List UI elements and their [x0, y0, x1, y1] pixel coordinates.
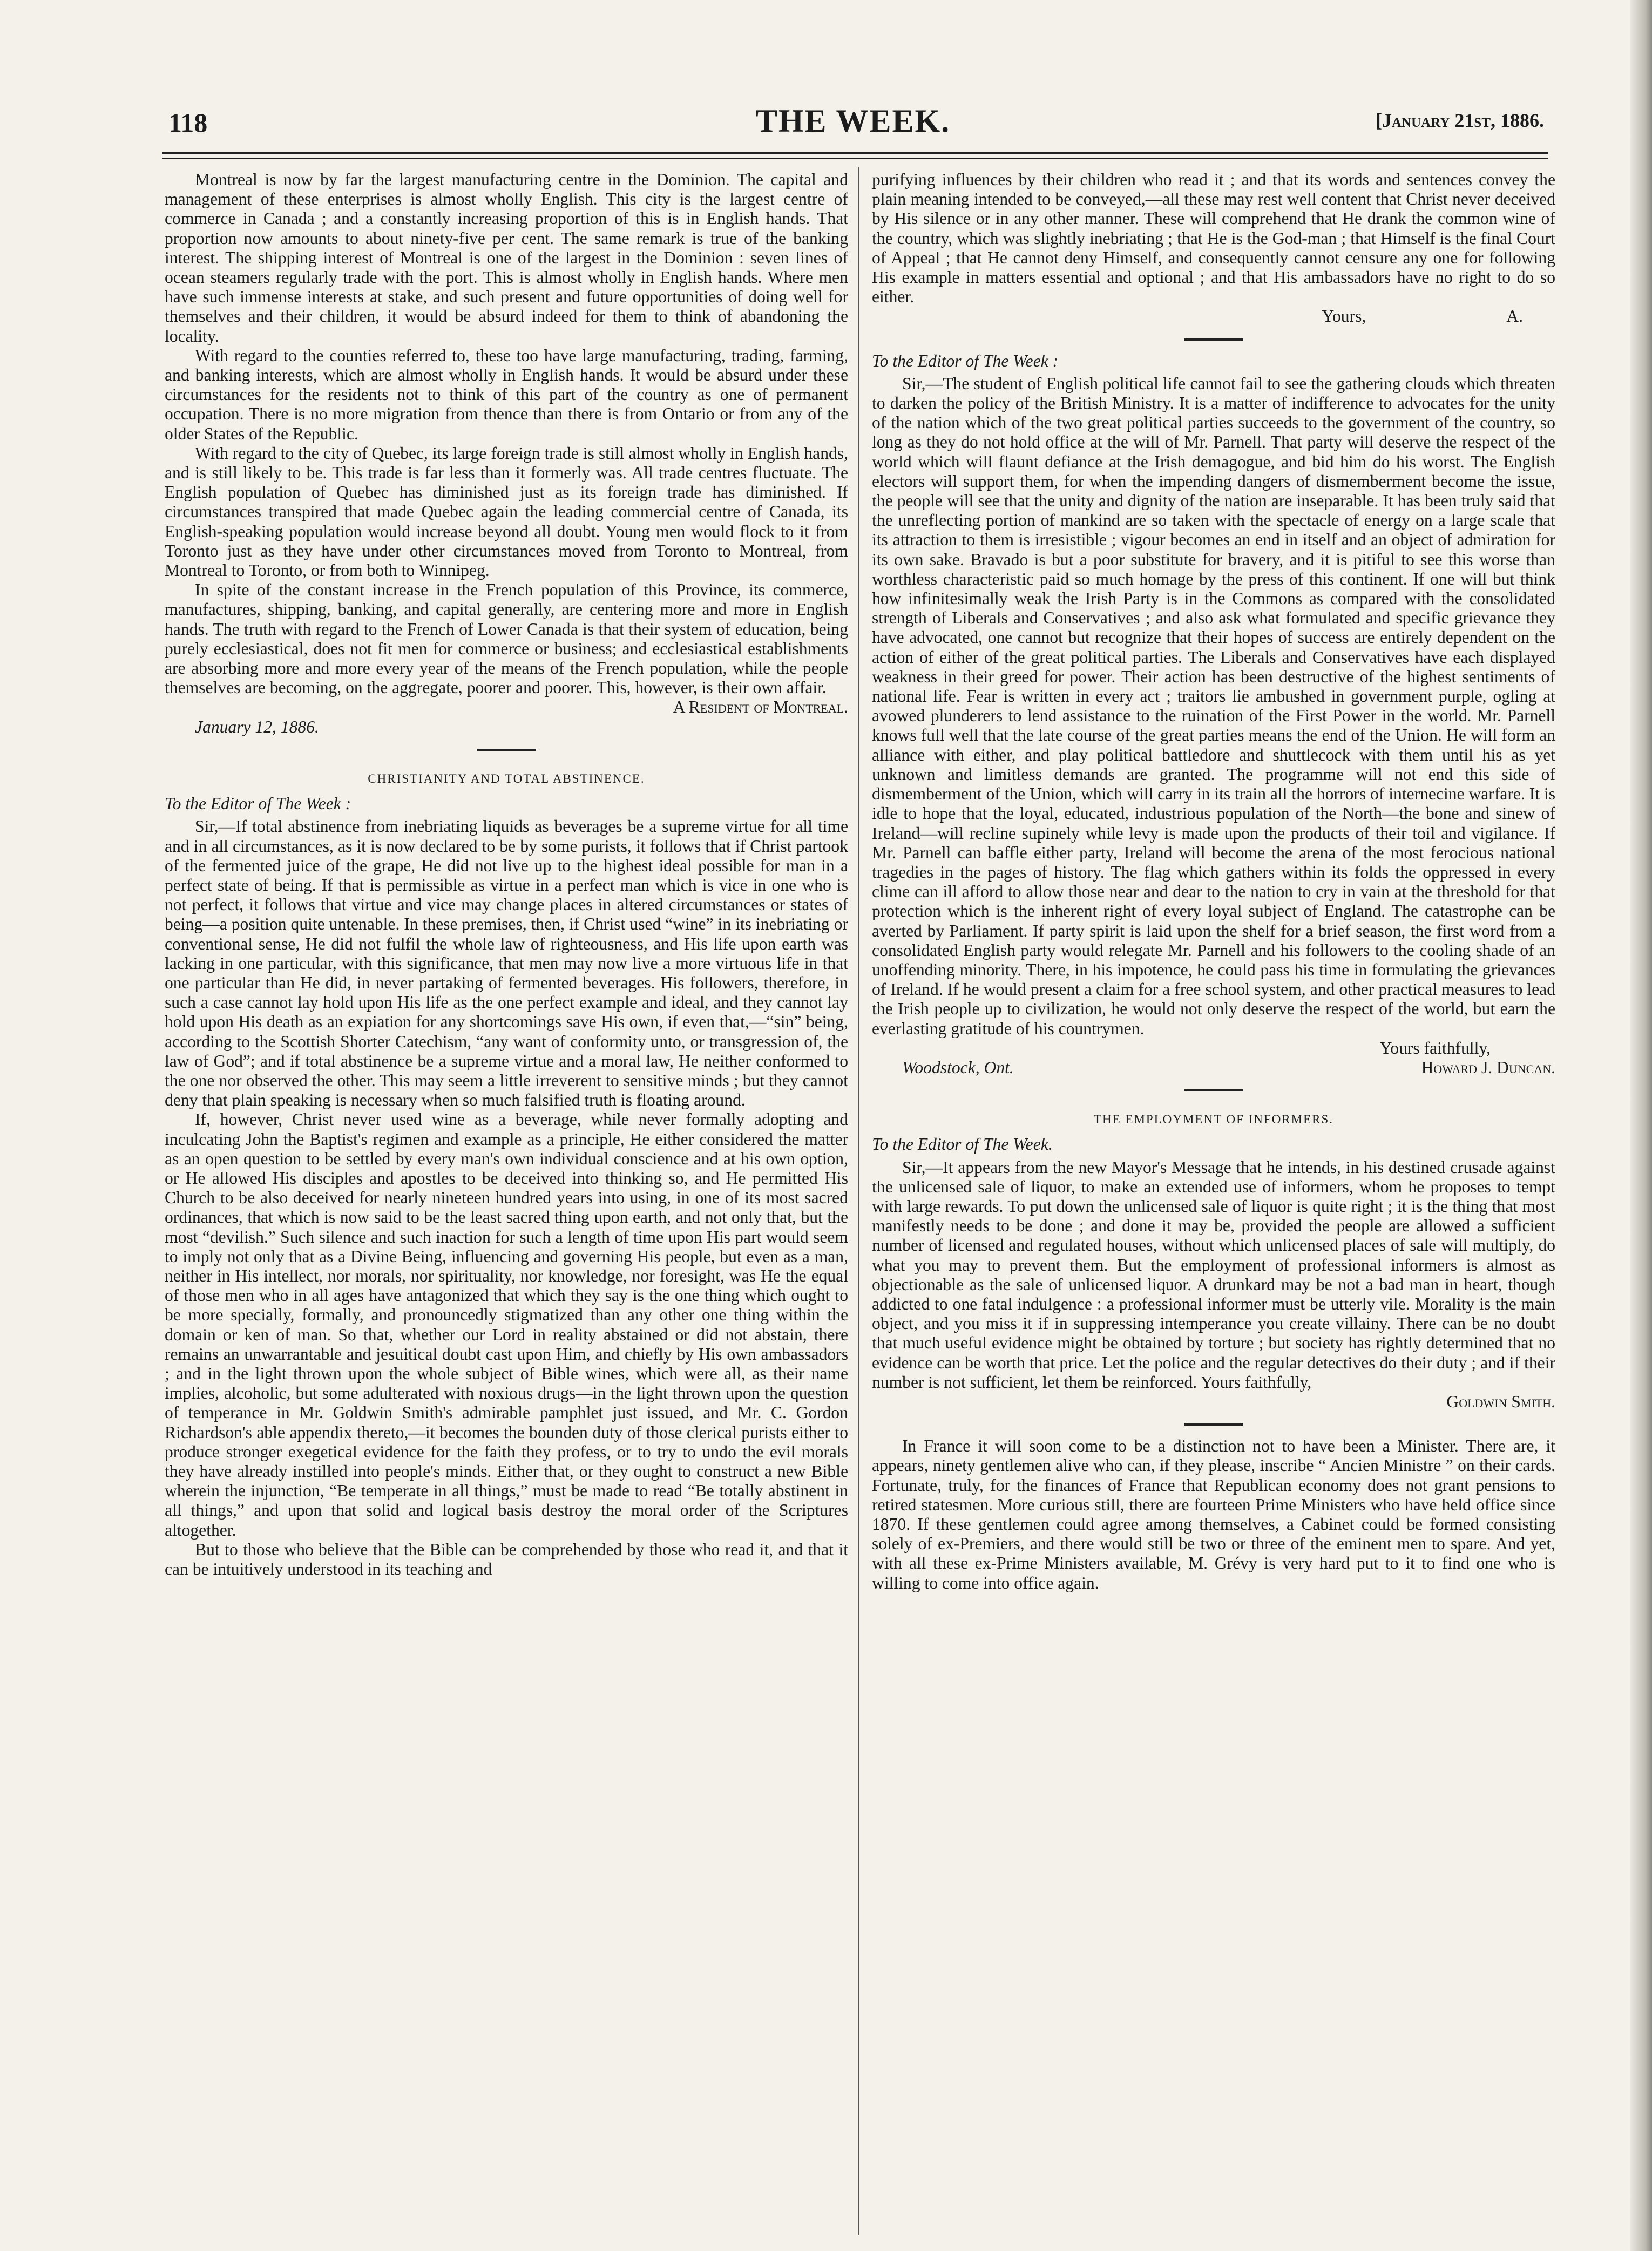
- issue-date: [January 21st, 1886.: [1375, 110, 1544, 131]
- section-rule: [1184, 338, 1243, 341]
- closing: Yours,: [1322, 307, 1366, 326]
- place-line: Woodstock, Ont.: [902, 1057, 1014, 1077]
- right-column: [872, 170, 1555, 1593]
- paragraph: If, however, Christ never used wine as a beverage, while never formally adopting and inculcating John the Baptist's regimen and example as a principle, He either considered the matter as an open question to be settled by every man's own individual conscience and at his own option, or He allowed His disciples and apostles to be deceived into thinking so, and He permitted His Church to be also deceived for nearly nineteen hundred years into using, in one of its most sacred ordinances, that which is now said to be the least sacred thing upon earth, and not only that, but the most “devilish.” Such silence and such inaction for such a length of time upon His part would seem to imply not only that as a Divine Being, influencing and governing His people, but even as a man, neither in His intellect, nor morals, nor spirituality, nor knowledge, nor foresight, was He the equal of those men who in all ages have antagonized that which they say is the one thing which ought to be more specially, formally, and pronouncedly stigmatized than any other one thing within the domain or ken of man. So that, whether our Lord in reality abstained or did not abstain, there remains an unwarrantable and jesuitical doubt cast upon Him, and chiefly by His own ambassadors ; and in the light thrown upon the whole subject of Bible wines, which were all, as their name implies, alcoholic, but some adulterated with noxious drugs—in the light thrown upon the question of temperance in Mr. Goldwin Smith's admirable pamphlet just issued, and Mr. C. Gordon Richardson's able appendix thereto,—it becomes the bounden duty of those clerical purists either to produce stronger exegetical evidence for the faith they profess, or to try to undo the evil morals they have already instilled into people's minds. Either that, or they ought to construct a new Bible wherein the injunction, “Be temperate in all things,” must be made to read “Be totally abstinent in all things,” and upon that solid and logical basis destroy the moral order of the Scriptures altogether.: [165, 1110, 848, 1540]
- column-divider: [858, 167, 861, 2235]
- letter-date: January 12, 1886.: [195, 717, 319, 736]
- header-rule-bottom: [162, 158, 1548, 159]
- salutation: To the Editor of The Week :: [165, 794, 351, 813]
- paragraph: With regard to the counties referred to, these too have large manufacturing, trading, farming, and banking interests, which are almost wholly in English hands. It would be absurd under these circumstances for the residents not to think of this part of the country as one of permanent occupation. There is no more migration from thence than there is from Ontario or from any of the older States of the Republic.: [165, 345, 848, 443]
- header-rule-top: [162, 152, 1548, 154]
- binding-edge: [1630, 0, 1652, 2251]
- left-column: [165, 170, 848, 1579]
- masthead-title: THE WEEK.: [755, 103, 951, 139]
- running-head: [162, 103, 1544, 146]
- salutation: To the Editor of The Week.: [872, 1135, 1053, 1154]
- paragraph: Sir,—The student of English political life cannot fail to see the gathering clouds which threaten to darken the policy of the British Ministry. It is a matter of indifference to advocates for the unity of the nation which of the two great political parties succeeds to the government of the country, so long as they do not hold office at the will of Mr. Parnell. That party will deserve the respect of the world which will flaunt defiance at the Irish demagogue, and bid him do his worst. The English electors will support them, for when the impending dangers of dismemberment become the issue, the people will see that the unity and dignity of the nation are inseparable. It has been truly said that the unreflecting portion of mankind are so taken with the spectacle of energy on a large scale that its attraction to them is irresistible ; vigour becomes an end in itself and an object of admiration for its own sake. Bravado is but a poor substitute for bravery, and it is pitiful to see this worse than worthless characteristic paid so much homage by the press of this continent. If one will but think how infinitesimally weak the Irish Party is in the Commons as compared with the consolidated strength of Liberals and Conservatives ; and also ask what formulated and specific grievance they have advocated, one cannot but recognize that their hopes of success are entirely dependent on the action of either of the great political parties. The Liberals and Conservatives have each displayed weakness in their greed for power. Their action has been destructive of the highest sentiments of national life. Fear is written in every act ; traitors lie ambushed in government purple, ogling at avowed plunderers to lend assistance to the ruination of the First Power in the world. Mr. Parnell knows full well that the late course of the great parties means the end of the Union. He will form an alliance with either, and play political battledore and shuttlecock with them until his as yet unknown and limitless demands are granted. The programme will not end this side of dismemberment of the Union, which will carry in its train all the horrors of internecine warfare. It is idle to hope that the loyal, educated, industrious population of the North—the bone and sinew of Ireland—will recline supinely while levy is made upon the products of their toil and vigilance. If Mr. Parnell can baffle either party, Ireland will become the arena of the most ferocious national tragedies in the pages of history. The flag which gathers within its folds the oppressed in every clime can ill afford to allow those near and dear to the nation to cry in vain at the threshold for that protection which is the inherent right of every loyal subject of England. The catastrophe can be averted by Parliament. If party spirit is laid upon the shelf for a brief season, the first word from a consolidated English party would relegate Mr. Parnell and his followers to the cooling shade of an unoffending minority. There, in his impotence, he could pass his time in formulating the grievances of Ireland. If he would present a claim for a free school system, and other practical measures to lead the Irish people up to civilization, he would not only deserve the respect of the world, but earn the everlasting gratitude of his countrymen.: [872, 374, 1555, 1038]
- section-rule: [1184, 1089, 1243, 1091]
- closing: Yours faithfully,: [1379, 1038, 1491, 1057]
- signature: Goldwin Smith.: [1446, 1392, 1555, 1411]
- paragraph: Montreal is now by far the largest manufacturing centre in the Dominion. The capital and management of these enterprises is almost wholly English. This city is the largest centre of commerce in Canada ; and a constantly increasing proportion of this is in English hands. That proportion now amounts to about ninety-five per cent. The same remark is true of the banking interest. The shipping interest of Montreal is one of the largest in the Dominion : seven lines of ocean steamers regularly trade with the port. This is almost wholly in English hands. Where men have such immense interests at stake, and such present and future opportunities of doing well for themselves and their children, it would be absurd indeed for them to think of abandoning the locality.: [165, 170, 848, 345]
- paragraph: In France it will soon come to be a distinction not to have been a Minister. There are, it appears, ninety gentlemen alive who can, if they please, inscribe “ Ancien Ministre ” on their cards. Fortunate, truly, for the finances of France that Republican economy does not grant pensions to retired statesmen. More curious still, there are fourteen Prime Ministers who have held office since 1870. If these gentlemen could agree among themselves, a Cabinet could be formed consisting solely of ex-Premiers, and there would still be two or three of the eminent men to spare. And yet, with all these ex-Prime Ministers available, M. Grévy is very hard put to it to find one who is willing to come into office again.: [872, 1436, 1555, 1592]
- signature: Howard J. Duncan.: [1421, 1057, 1555, 1077]
- closing-row: [872, 307, 1555, 326]
- signature: A.: [1506, 307, 1523, 326]
- paragraph: purifying influences by their children who read it ; and that its words and sentences convey the plain meaning intended to be conveyed,—all these may rest well content that Christ never deceived by His silence or in any other manner. These will comprehend that He drank the common wine of the country, which was slightly inebriating ; that He is the God-man ; that Himself is the final Court of Appeal ; that He cannot deny Himself, and consequently cannot censure any one for following His example in matters essential and optional ; and that His ambassadors have no right to do so either.: [872, 170, 1555, 307]
- paragraph: But to those who believe that the Bible can be comprehended by those who read it, and that it can be intuitively understood in its teaching and: [165, 1540, 848, 1579]
- section-rule: [1184, 1423, 1243, 1426]
- page-number: 118: [168, 107, 208, 138]
- signature-row: [872, 1058, 1555, 1077]
- section-rule: [477, 749, 536, 751]
- paragraph: In spite of the constant increase in the French population of this Province, its commerce, manufactures, shipping, banking, and capital generally, are centering more and more in English hands. The truth with regard to the French of Lower Canada is that their system of education, being purely ecclesiastical, does not fit men for commerce or business; and ecclesiastical establishments are absorbing more and more every year of the means of the French population, while the people themselves are becoming, on the aggregate, poorer and poorer. This, however, is their own affair.: [165, 580, 848, 697]
- article-heading: THE EMPLOYMENT OF INFORMERS.: [1093, 1113, 1334, 1127]
- article-heading: CHRISTIANITY AND TOTAL ABSTINENCE.: [368, 771, 645, 785]
- paragraph: With regard to the city of Quebec, its large foreign trade is still almost wholly in English hands, and is still likely to be. This trade is far less than it formerly was. All trade centres fluctuate. The English population of Quebec has diminished just as its foreign trade has diminished. If circumstances transpired that made Quebec again the leading commercial centre of Canada, its English-speaking population would increase beyond all doubt. Young men would flock to it from Toronto just as they have under other circumstances moved from Toronto to Montreal, from Montreal to Toronto, or from both to Winnipeg.: [165, 443, 848, 580]
- salutation: To the Editor of The Week :: [872, 351, 1059, 370]
- paragraph: Sir,—If total abstinence from inebriating liquids as beverages be a supreme virtue for all time and in all circumstances, as it is now declared to be by some purists, it follows that if Christ partook of the fermented juice of the grape, He did not live up to the highest ideal possible for man in a perfect state of being. If that is permissible as virtue in a perfect man which is vice in one who is not perfect, it follows that virtue and vice may change places in altered circumstances or states of being—a position quite untenable. In these premises, then, if Christ used “wine” in its inebriating or conventional sense, He did not fulfil the whole law of righteousness, and His life upon earth was lacking in one particular, with this significance, that men may now live a more virtuous life in that one particular than He did, in never partaking of fermented beverages. His followers, therefore, in such a case cannot lay hold upon His life as the one perfect example and ideal, and they cannot lay hold upon His death as an expiation for any shortcomings save His own, if even that,—“sin” being, according to the Scottish Shorter Catechism, “any want of conformity unto, or transgression of, the law of God”; and if total abstinence be a supreme virtue and a moral law, He neither conformed to the one nor observed the other. This may seem a little irreverent to sensitive minds ; but they cannot deny that plain speaking is necessary when so much falsified truth is floating around.: [165, 817, 848, 1110]
- paragraph: Sir,—It appears from the new Mayor's Message that he intends, in his destined crusade against the unlicensed sale of liquor, to make an extended use of informers, whom he proposes to tempt with large rewards. To put down the unlicensed sale of liquor is quite right ; it is the thing that most manifestly needs to be done ; and done it may be, provided the people are allowed a sufficient number of licensed and regulated houses, without which unlicensed places of sale will multiply, do what you may to prevent them. But the employment of professional informers is almost as objectionable as the sale of unlicensed liquor. A drunkard may be not a bad man in heart, though addicted to one fatal indulgence : a professional informer must be utterly vile. Morality is the main object, and you miss it if in suppressing intemperance you create villainy. There can be no doubt that much useful evidence might be obtained by torture ; but society has rightly determined that no evidence can be worth that price. Let the police and the regular detectives do their duty ; and if their number is not sufficient, let them be reinforced. Yours faithfully,: [872, 1157, 1555, 1392]
- signature: A Resident of Montreal.: [673, 697, 848, 717]
